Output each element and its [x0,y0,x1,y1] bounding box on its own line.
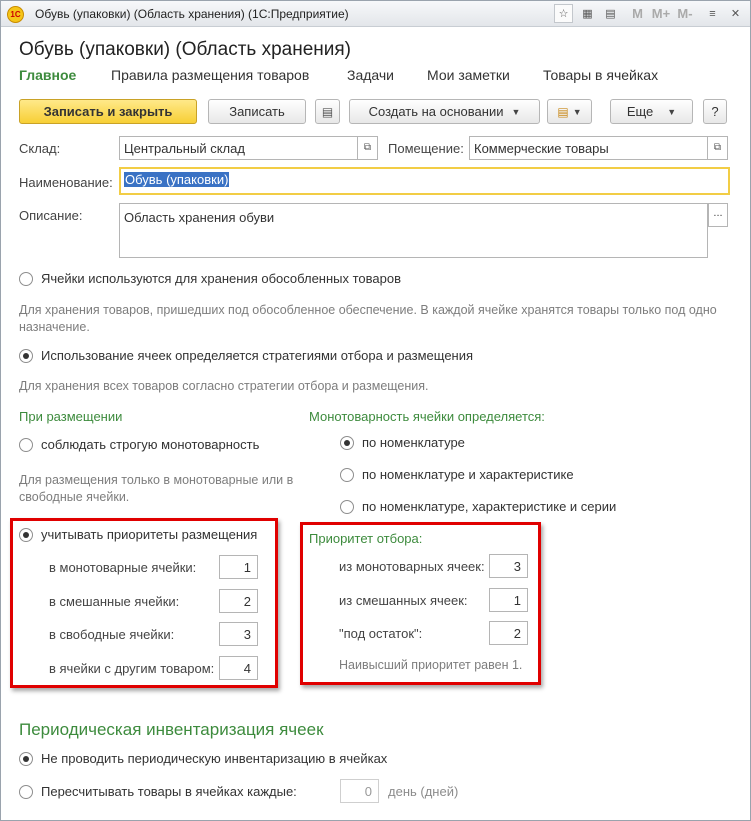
document-list-icon: ▤ [321,104,334,119]
favorite-star-icon[interactable]: ☆ [554,4,573,23]
placement-group-title: При размещении [19,409,123,424]
mono-group-title: Монотоварность ячейки определяется: [309,409,545,424]
create-based-on-button[interactable] [349,99,540,124]
placement-priority-label: в смешанные ячейки: [49,594,180,609]
radio-strategies-label: Использование ячеек определяется стратегиями отбора и размещения [41,348,474,363]
close-icon[interactable]: ✕ [730,8,741,20]
radio-circle [340,436,354,450]
radio-mono-series[interactable] [340,499,616,514]
title-bar [1,1,750,27]
tab-goods-in-cells[interactable]: Товары в ячейках [543,67,659,83]
warehouse-open-icon[interactable]: ⧉ [358,136,378,160]
document-list-button[interactable] [315,99,340,124]
radio-circle [340,468,354,482]
radio-circle [340,500,354,514]
radio-mono-nomenclature-label: по номенклатуре [362,435,465,450]
placement-priority-mono-input[interactable]: 1 [219,555,258,579]
room-open-icon[interactable]: ⧉ [708,136,728,160]
inventory-days-unit: день (дней) [388,784,459,799]
picking-priority-label: "под остаток": [339,626,423,641]
radio-mono-characteristic-label: по номенклатуре и характеристике [362,467,574,482]
inventory-days-input[interactable]: 0 [340,779,379,803]
radio-no-inventory[interactable] [19,751,387,766]
memory-minus-button[interactable]: M- [677,6,693,21]
strategies-note: Для хранения всех товаров согласно стратегии отбора и размещения. [19,379,429,393]
picking-priority-mono-input[interactable]: 3 [489,554,528,578]
tab-placement-rules[interactable]: Правила размещения товаров [111,67,310,83]
more-label: Еще [626,104,654,119]
placement-priority-free-input[interactable]: 3 [219,622,258,646]
app-logo-icon: 1С [7,6,24,23]
placement-priority-label: в свободные ячейки: [49,627,175,642]
more-button[interactable] [610,99,693,124]
placement-priority-label: в монотоварные ячейки: [49,560,197,575]
radio-recount-every-label: Пересчитывать товары в ячейках каждые: [41,784,297,799]
page-title: Обувь (упаковки) (Область хранения) [19,39,351,60]
description-edit-button[interactable]: ... [708,203,728,227]
chevron-down-icon: ▼ [511,106,521,117]
radio-mono-nomenclature[interactable] [340,435,465,450]
print-button[interactable] [547,99,592,124]
picking-priority-residual-input[interactable]: 2 [489,621,528,645]
radio-circle [19,272,33,286]
picking-group-title: Приоритет отбора: [309,531,423,546]
name-field-value: Обувь (упаковки) [125,172,229,187]
tab-notes[interactable]: Мои заметки [427,67,510,83]
radio-strict-mono-label: соблюдать строгую монотоварность [41,437,260,452]
radio-isolated-goods-label: Ячейки используются для хранения обособленных товаров [41,271,402,286]
window-title: Обувь (упаковки) (Область хранения) (1С:Предприятие) [35,7,349,21]
picking-priority-highlight [300,522,541,685]
warehouse-field[interactable]: Центральный склад [119,136,358,160]
radio-circle [19,349,33,363]
description-field[interactable]: Область хранения обуви [119,203,708,258]
help-button[interactable]: ? [703,99,727,124]
name-field[interactable] [119,167,730,195]
description-label: Описание: [19,208,83,223]
room-field[interactable]: Коммерческие товары [469,136,708,160]
strict-mono-note: Для размещения только в монотоварные или в свободные ячейки. [19,473,294,504]
radio-strict-mono[interactable] [19,437,259,452]
radio-strategies[interactable] [19,348,473,363]
placement-priority-other-input[interactable]: 4 [219,656,258,680]
picking-priority-label: из монотоварных ячеек: [339,559,485,574]
picking-priority-note: Наивысший приоритет равен 1. [339,658,523,672]
placement-priorities-highlight [10,518,278,688]
isolated-goods-note: Для хранения товаров, пришедших под обособленное обеспечение. В каждой ячейке хранятся товары только под одно назначение. [19,303,717,334]
create-based-on-label: Создать на основании [368,104,504,119]
warehouse-label: Склад: [19,141,61,156]
print-icon: ▤ [557,104,569,119]
radio-circle [19,785,33,799]
tab-main[interactable]: Главное [19,67,77,83]
save-and-close-button[interactable]: Записать и закрыть [19,99,197,124]
radio-placement-priorities-label: учитывать приоритеты размещения [41,527,258,542]
radio-isolated-goods[interactable] [19,271,401,286]
picking-priority-label: из смешанных ячеек: [339,593,468,608]
chevron-down-icon: ▼ [572,106,582,117]
placement-priority-mixed-input[interactable]: 2 [219,589,258,613]
menu-icon[interactable]: ≡ [709,8,716,20]
memory-plus-button[interactable]: M+ [651,6,671,21]
placement-priority-label: в ячейки с другим товаром: [49,661,215,676]
save-button[interactable]: Записать [208,99,306,124]
radio-mono-series-label: по номенклатуре, характеристике и серии [362,499,617,514]
radio-mono-characteristic[interactable] [340,467,574,482]
memory-button[interactable]: M [632,6,643,21]
calendar-icon[interactable]: ▤ [605,8,616,20]
room-label: Помещение: [388,141,464,156]
calculator-icon[interactable]: ▦ [582,8,593,20]
tab-tasks[interactable]: Задачи [347,67,395,83]
radio-circle [19,752,33,766]
radio-circle [19,438,33,452]
radio-no-inventory-label: Не проводить периодическую инвентаризацию в ячейках [41,751,388,766]
name-label: Наименование: [19,175,113,190]
inventory-section-title: Периодическая инвентаризация ячеек [19,720,324,739]
chevron-down-icon: ▼ [667,106,677,117]
radio-recount-every[interactable] [19,784,297,799]
picking-priority-mixed-input[interactable]: 1 [489,588,528,612]
